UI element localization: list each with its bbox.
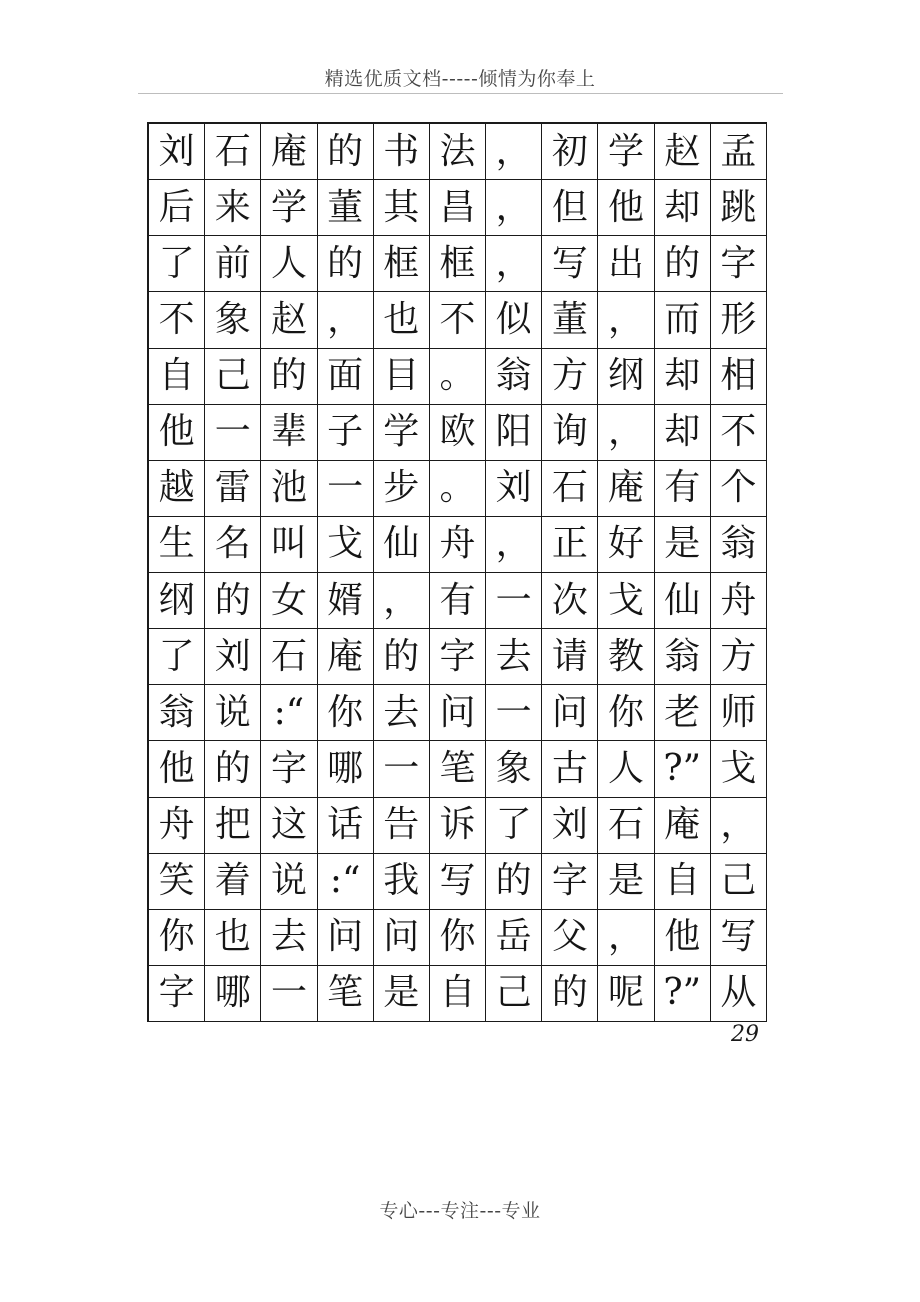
grid-cell: 古: [542, 741, 598, 797]
grid-cell: 着: [205, 854, 261, 910]
grid-cell: 写: [430, 854, 486, 910]
grid-cell: 话: [318, 798, 374, 854]
grid-cell: 笔: [430, 741, 486, 797]
grid-cell: 越: [149, 461, 205, 517]
grid-cell: 去: [374, 685, 430, 741]
grid-cell: 婿: [318, 573, 374, 629]
grid-cell: 字: [711, 236, 767, 292]
grid-cell: 一: [486, 685, 542, 741]
grid-cell: 你: [598, 685, 654, 741]
grid-cell: 了: [486, 798, 542, 854]
grid-cell: 石: [261, 629, 317, 685]
grid-cell: 你: [149, 910, 205, 966]
grid-cell: 学: [374, 405, 430, 461]
grid-cell: 初: [542, 124, 598, 180]
grid-cell: 去: [486, 629, 542, 685]
grid-cell: 出: [598, 236, 654, 292]
grid-cell: 辈: [261, 405, 317, 461]
grid-cell: 学: [598, 124, 654, 180]
grid-cell: 却: [655, 349, 711, 405]
grid-cell: 石: [205, 124, 261, 180]
grid-cell: 目: [374, 349, 430, 405]
grid-cell: 一: [374, 741, 430, 797]
grid-cell: 一: [486, 573, 542, 629]
grid-cell: 自: [430, 966, 486, 1022]
grid-cell: 把: [205, 798, 261, 854]
grid-cell: ，: [318, 292, 374, 348]
grid-cell: ，: [486, 517, 542, 573]
grid-cell: 刘: [542, 798, 598, 854]
grid-cell: 舟: [711, 573, 767, 629]
grid-cell: 学: [261, 180, 317, 236]
grid-cell: 董: [542, 292, 598, 348]
grid-cell: 自: [149, 349, 205, 405]
grid-cell: 哪: [318, 741, 374, 797]
grid-cell: 岳: [486, 910, 542, 966]
grid-cell: 字: [542, 854, 598, 910]
grid-cell: 个: [711, 461, 767, 517]
grid-cell: 后: [149, 180, 205, 236]
grid-cell: 你: [430, 910, 486, 966]
header-divider: [138, 93, 783, 94]
grid-cell: 人: [261, 236, 317, 292]
grid-cell: 你: [318, 685, 374, 741]
grid-cell: ，: [486, 124, 542, 180]
grid-cell: 阳: [486, 405, 542, 461]
grid-cell: 纲: [598, 349, 654, 405]
grid-cell: 父: [542, 910, 598, 966]
grid-cell: 呢: [598, 966, 654, 1022]
grid-cell: 的: [374, 629, 430, 685]
grid-cell: 字: [149, 966, 205, 1022]
grid-cell: 从: [711, 966, 767, 1022]
grid-cell: 有: [430, 573, 486, 629]
grid-cell: ，: [486, 236, 542, 292]
grid-cell: 问: [318, 910, 374, 966]
grid-cell: 的: [318, 124, 374, 180]
grid-cell: 赵: [655, 124, 711, 180]
grid-cell: 昌: [430, 180, 486, 236]
grid-cell: 写: [711, 910, 767, 966]
grid-cell: 老: [655, 685, 711, 741]
grid-cell: 也: [205, 910, 261, 966]
grid-cell: 他: [655, 910, 711, 966]
grid-cell: 一: [261, 966, 317, 1022]
grid-cell: 刘: [486, 461, 542, 517]
grid-cell: 正: [542, 517, 598, 573]
grid-cell: 象: [486, 741, 542, 797]
grid-cell: 石: [542, 461, 598, 517]
grid-cell: 法: [430, 124, 486, 180]
grid-cell: 纲: [149, 573, 205, 629]
grid-cell: 石: [598, 798, 654, 854]
grid-cell: 生: [149, 517, 205, 573]
grid-cell: 他: [598, 180, 654, 236]
grid-cell: 哪: [205, 966, 261, 1022]
grid-cell: 说: [205, 685, 261, 741]
grid-cell: 的: [655, 236, 711, 292]
grid-cell: 字: [261, 741, 317, 797]
grid-cell: 书: [374, 124, 430, 180]
grid-cell: 仙: [655, 573, 711, 629]
grid-cell: 的: [318, 236, 374, 292]
grid-cell: 面: [318, 349, 374, 405]
grid-cell: 却: [655, 405, 711, 461]
page-number: 29: [731, 1022, 759, 1047]
grid-cell: 似: [486, 292, 542, 348]
grid-cell: 笑: [149, 854, 205, 910]
grid-cell: 戈: [711, 741, 767, 797]
grid-cell: 的: [486, 854, 542, 910]
grid-cell: 请: [542, 629, 598, 685]
grid-cell: 不: [711, 405, 767, 461]
grid-cell: 庵: [318, 629, 374, 685]
grid-cell: 是: [655, 517, 711, 573]
grid-cell: 舟: [149, 798, 205, 854]
grid-cell: 池: [261, 461, 317, 517]
grid-cell: 问: [430, 685, 486, 741]
grid-cell: 自: [655, 854, 711, 910]
grid-cell: 仙: [374, 517, 430, 573]
grid-cell: ，: [374, 573, 430, 629]
grid-cell: 舟: [430, 517, 486, 573]
grid-cell: 框: [374, 236, 430, 292]
grid-cell: 是: [598, 854, 654, 910]
grid-cell: 欧: [430, 405, 486, 461]
grid-cell: 的: [205, 573, 261, 629]
grid-cell: 。: [430, 349, 486, 405]
grid-cell: 刘: [149, 124, 205, 180]
grid-cell: 告: [374, 798, 430, 854]
grid-cell: 笔: [318, 966, 374, 1022]
grid-cell: 刘: [205, 629, 261, 685]
grid-cell: :“: [261, 685, 317, 741]
grid-cell: 他: [149, 741, 205, 797]
grid-cell: 他: [149, 405, 205, 461]
page-header: 精选优质文档-----倾情为你奉上: [324, 68, 596, 90]
grid-cell: ，: [598, 292, 654, 348]
grid-cell: 形: [711, 292, 767, 348]
grid-cell: 却: [655, 180, 711, 236]
grid-cell: 而: [655, 292, 711, 348]
grid-cell: 的: [205, 741, 261, 797]
grid-cell: ，: [711, 798, 767, 854]
grid-cell: 象: [205, 292, 261, 348]
grid-cell: 步: [374, 461, 430, 517]
page-footer: 专心---专注---专业: [379, 1200, 541, 1222]
grid-cell: 也: [374, 292, 430, 348]
grid-cell: 框: [430, 236, 486, 292]
grid-cell: ，: [598, 910, 654, 966]
grid-cell: 其: [374, 180, 430, 236]
grid-cell: 方: [711, 629, 767, 685]
grid-cell: 问: [374, 910, 430, 966]
grid-cell: 教: [598, 629, 654, 685]
grid-cell: 翁: [486, 349, 542, 405]
grid-cell: 是: [374, 966, 430, 1022]
grid-cell: ?”: [655, 741, 711, 797]
grid-cell: 名: [205, 517, 261, 573]
grid-cell: 的: [261, 349, 317, 405]
grid-cell: 有: [655, 461, 711, 517]
grid-cell: 去: [261, 910, 317, 966]
grid-cell: 一: [318, 461, 374, 517]
grid-cell: 次: [542, 573, 598, 629]
grid-cell: 子: [318, 405, 374, 461]
grid-cell: ，: [598, 405, 654, 461]
grid-cell: 相: [711, 349, 767, 405]
grid-cell: ?”: [655, 966, 711, 1022]
grid-cell: 不: [430, 292, 486, 348]
calligraphy-practice-grid: [147, 122, 767, 1022]
grid-cell: 孟: [711, 124, 767, 180]
grid-cell: 师: [711, 685, 767, 741]
grid-cell: 写: [542, 236, 598, 292]
grid-cell: 己: [711, 854, 767, 910]
grid-cell: 但: [542, 180, 598, 236]
grid-cell: 跳: [711, 180, 767, 236]
grid-cell: 庵: [261, 124, 317, 180]
grid-cell: 董: [318, 180, 374, 236]
grid-cell: 女: [261, 573, 317, 629]
grid-cell: 赵: [261, 292, 317, 348]
grid-cell: 前: [205, 236, 261, 292]
grid-cell: 叫: [261, 517, 317, 573]
grid-cell: 说: [261, 854, 317, 910]
grid-cell: 了: [149, 236, 205, 292]
grid-cell: 戈: [318, 517, 374, 573]
grid-cell: 人: [598, 741, 654, 797]
grid-cell: 来: [205, 180, 261, 236]
grid-cell: 不: [149, 292, 205, 348]
grid-cell: 庵: [598, 461, 654, 517]
grid-cell: 戈: [598, 573, 654, 629]
grid-cell: :“: [318, 854, 374, 910]
grid-cell: ，: [486, 180, 542, 236]
grid-cell: 了: [149, 629, 205, 685]
grid-cell: 问: [542, 685, 598, 741]
grid-cell: 庵: [655, 798, 711, 854]
grid-cell: 翁: [655, 629, 711, 685]
grid-cell: 方: [542, 349, 598, 405]
grid-cell: 己: [205, 349, 261, 405]
grid-cell: 翁: [711, 517, 767, 573]
grid-cell: 一: [205, 405, 261, 461]
grid-cell: 我: [374, 854, 430, 910]
grid-cell: 翁: [149, 685, 205, 741]
grid-cell: 的: [542, 966, 598, 1022]
grid-cell: 雷: [205, 461, 261, 517]
grid-cell: 询: [542, 405, 598, 461]
grid-cell: 诉: [430, 798, 486, 854]
grid-cell: 己: [486, 966, 542, 1022]
grid-cell: 好: [598, 517, 654, 573]
grid-cell: 这: [261, 798, 317, 854]
grid-cell: 。: [430, 461, 486, 517]
grid-cell: 字: [430, 629, 486, 685]
